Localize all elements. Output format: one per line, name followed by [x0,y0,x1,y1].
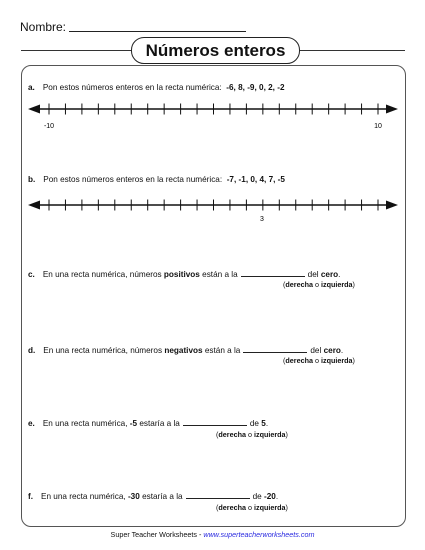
answer-blank[interactable] [183,417,247,426]
hint-option: izquierda [253,503,286,512]
worksheet-frame [21,65,406,527]
hint-paren: ) [352,280,355,289]
answer-blank[interactable] [186,490,250,499]
question-text: de [249,419,259,428]
answer-hint [216,503,288,512]
answer-hint [216,430,288,439]
question-text: Pon estos números enteros en la recta numérica: [42,83,222,92]
question-c [28,268,340,279]
hint-option: derecha [218,503,246,512]
number-line-b [28,196,398,228]
name-label: Nombre: [20,20,67,34]
question-letter: e. [28,419,35,428]
arrow-left-icon [28,201,40,210]
question-letter: c. [28,270,35,279]
arrow-right-icon [386,201,398,210]
keyword: negativos [164,346,203,355]
question-text: están a la [204,346,241,355]
keyword: 5 [261,419,266,428]
hint-paren: ) [285,503,288,512]
footer [0,530,425,539]
hint-paren: ( [216,430,219,439]
hint-paren: ( [283,280,286,289]
hint-option: derecha [285,356,313,365]
hint-paren: ) [352,356,355,365]
question-numbers: -6, 8, -9, 0, 2, -2 [226,83,285,92]
tick-marks [49,200,378,211]
keyword: cero [323,346,341,355]
question-text: estaría a la [139,419,180,428]
question-text: del [307,270,319,279]
question-text: del [310,346,322,355]
arrow-left-icon [28,105,40,114]
hint-paren: ( [216,503,219,512]
hint-or: o [247,503,252,512]
number-line-a [28,100,398,132]
question-letter: a. [28,83,35,92]
keyword: positivos [163,270,200,279]
question-text: En una recta numérica, [42,419,128,428]
footer-link[interactable]: www.superteacherworksheets.com [203,530,315,539]
question-text: En una recta numérica, [41,492,126,501]
question-e [28,417,268,428]
question-letter: d. [28,346,36,355]
hint-or: o [247,430,252,439]
hint-option: izquierda [320,280,353,289]
punctuation: . [340,346,344,355]
question-f [28,490,278,501]
hint-option: derecha [285,280,313,289]
tick-label-left: -10 [43,123,55,130]
answer-hint [283,356,355,365]
punctuation: . [265,419,269,428]
question-text: están a la [202,270,238,279]
question-text: En una recta numérica, números [42,270,162,279]
question-letter: b. [28,175,36,184]
punctuation: . [275,492,279,501]
tick-label-mid: 3 [260,216,264,223]
question-text: de [252,492,262,501]
hint-option: izquierda [253,430,286,439]
hint-paren: ( [283,356,286,365]
question-d [28,344,343,355]
page-title: Números enteros [131,37,300,64]
answer-hint [283,280,355,289]
answer-blank[interactable] [241,268,305,277]
keyword: -5 [129,419,138,428]
name-field[interactable] [69,31,246,32]
arrow-right-icon [386,105,398,114]
tick-marks [49,104,378,115]
answer-blank[interactable] [243,344,307,353]
hint-paren: ) [285,430,288,439]
question-text: En una recta numérica, números [43,346,163,355]
keyword: cero [320,270,339,279]
question-numbers: -7, -1, 0, 4, 7, -5 [226,175,285,184]
question-b [28,175,285,184]
punctuation: . [338,270,341,279]
footer-text: Super Teacher Worksheets - [110,530,202,539]
hint-or: o [314,280,319,289]
keyword: -30 [127,492,140,501]
question-text: estaría a la [142,492,183,501]
keyword: -20 [263,492,276,501]
question-a [28,83,285,92]
tick-label-right: 10 [374,123,382,130]
hint-option: derecha [218,430,246,439]
hint-or: o [314,356,319,365]
question-letter: f. [28,492,34,501]
hint-option: izquierda [320,356,353,365]
question-text: Pon estos números enteros en la recta numérica: [43,175,223,184]
